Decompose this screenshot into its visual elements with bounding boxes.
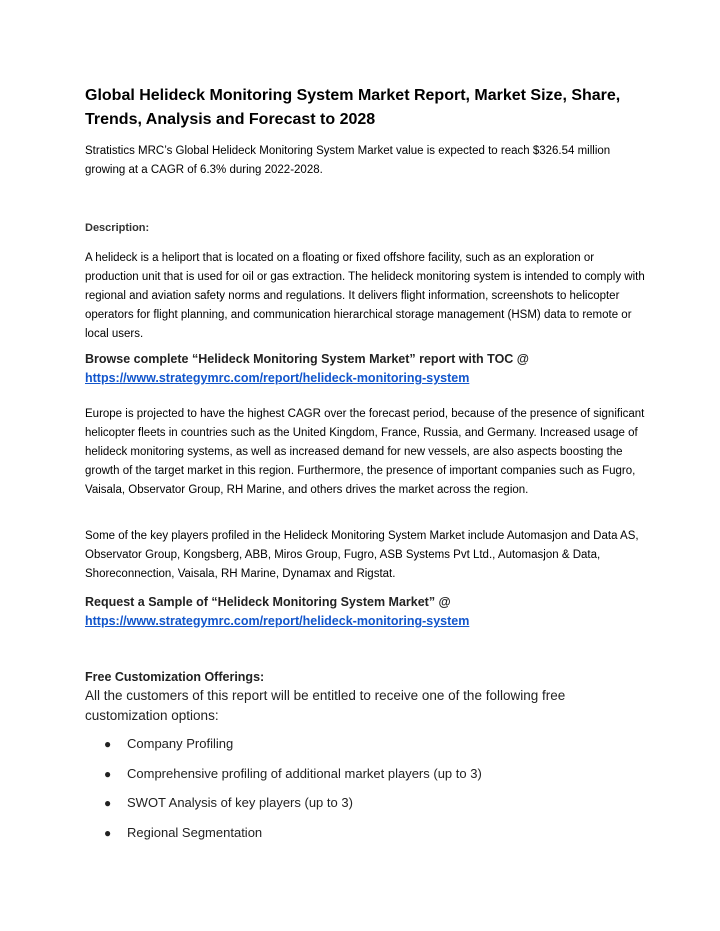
option-label: Regional Segmentation	[127, 824, 263, 840]
bullet-icon: ●	[104, 737, 112, 751]
europe-paragraph: Europe is projected to have the highest CAGR over the forecast period, because of the presence of significant helicopter fleets in countries such as the United Kingdom, France, Russia, and Germany. Increased usage of helideck monitoring systems, as well as increased demand for new vessels, are also aspects boosting the growth of the target market in this region. Furthermore, the presence of important companies such as Fugro, Vaisala, Observator Group, RH Marine, and others drives the market across the region.	[85, 408, 645, 496]
intro-paragraph: Stratistics MRC’s Global Helideck Monitoring System Market value is expected to reach $326.54 million growing at a CAGR of 6.3% during 2022-2028.	[85, 145, 611, 176]
key-players-paragraph: Some of the key players profiled in the Helideck Monitoring System Market include Automasjon and Data AS, Observator Group, Kongsberg, ABB, Miros Group, Fugro, ASB Systems Pvt Ltd., Automasjon & Data, Shoreconnection, Vaisala, RH Marine, Dynamax and Rigstat.	[85, 530, 639, 580]
bullet-icon: ●	[104, 796, 112, 810]
browse-section	[85, 350, 645, 388]
bullet-icon: ●	[104, 825, 112, 840]
request-sample-section	[85, 593, 645, 631]
browse-text: Browse complete “Helideck Monitoring System Market” report with TOC @	[85, 352, 529, 366]
list-item	[85, 793, 645, 823]
request-sample-link[interactable]: https://www.strategymrc.com/report/helideck-monitoring-system	[85, 614, 470, 628]
request-text: Request a Sample of “Helideck Monitoring System Market” @	[85, 595, 451, 609]
document-title: Global Helideck Monitoring System Market Report, Market Size, Share, Trends, Analysis and Forecast to 2028	[85, 87, 621, 128]
free-customization-text: All the customers of this report will be entitled to receive one of the following free customization options:	[85, 688, 566, 723]
option-label: Company Profiling	[127, 736, 234, 751]
description-label: Description:	[85, 222, 150, 234]
description-paragraph: A helideck is a heliport that is located on a floating or fixed offshore facility, such as an exploration or production unit that is used for oil or gas extraction. The helideck monitoring system is intended to comply with regional and aviation safety norms and regulations. It delivers flight information, screenshots to helicopter operators for flight planning, and communication hierarchical storage management (HSM) data to remote or local users.	[85, 252, 645, 340]
bullet-icon: ●	[104, 766, 112, 781]
list-item	[85, 823, 645, 853]
customization-options-list	[85, 734, 645, 852]
free-customization-label: Free Customization Offerings:	[85, 670, 265, 684]
option-label: Comprehensive profiling of additional market players (up to 3)	[127, 765, 482, 781]
option-label: SWOT Analysis of key players (up to 3)	[127, 795, 353, 810]
browse-report-link[interactable]: https://www.strategymrc.com/report/helideck-monitoring-system	[85, 371, 470, 385]
list-item	[85, 764, 645, 794]
list-item	[85, 734, 645, 764]
